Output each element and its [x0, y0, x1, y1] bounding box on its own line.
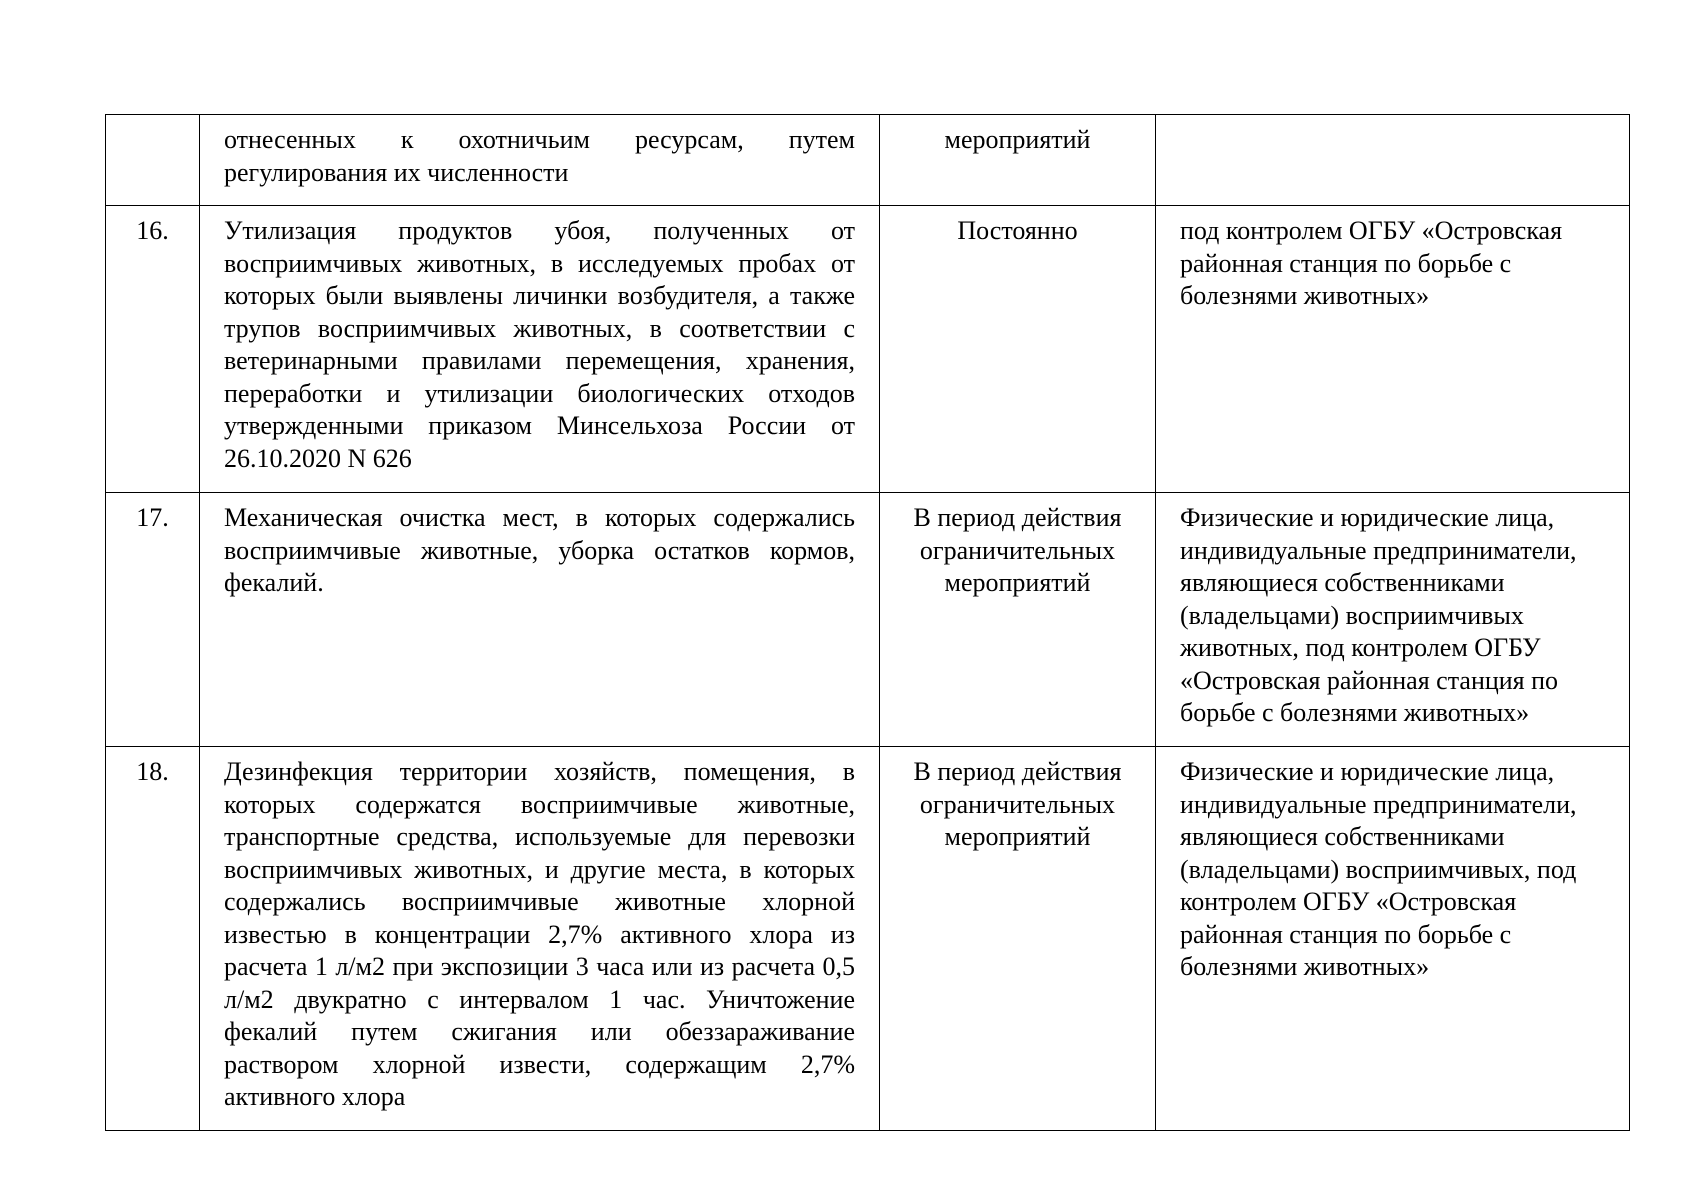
responsible-cell: [1156, 115, 1630, 206]
table-row: [106, 747, 1630, 1131]
activity-cell: отнесенных к охотничьим ресурсам, путем регулирования их численности: [200, 115, 880, 206]
table-row: [106, 206, 1630, 493]
measures-table: [105, 114, 1630, 1131]
row-number: 18.: [106, 747, 200, 1131]
row-number: 16.: [106, 206, 200, 493]
term-cell: В период действия ограничительных мероприятий: [880, 493, 1156, 747]
table-row: [106, 493, 1630, 747]
activity-cell: Утилизация продуктов убоя, полученных от восприимчивых животных, в исследуемых пробах от которых были выявлены личинки возбудителя, а также трупов восприимчивых животных, в соответствии с ветеринарными правилами перемещения, хранения, переработки и утилизации биологических отходов утвержденными приказом Минсельхоза России от 26.10.2020 N 626: [200, 206, 880, 493]
responsible-cell: под контролем ОГБУ «Островская районная станция по борьбе с болезнями животных»: [1156, 206, 1630, 493]
row-number: [106, 115, 200, 206]
responsible-cell: Физические и юридические лица, индивидуальные предприниматели, являющиеся собственниками (владельцами) восприимчивых, под контролем ОГБУ «Островская районная станция по борьбе с болезнями животных»: [1156, 747, 1630, 1131]
term-cell: В период действия ограничительных мероприятий: [880, 747, 1156, 1131]
activity-cell: Механическая очистка мест, в которых содержались восприимчивые животные, уборка остатков кормов, фекалий.: [200, 493, 880, 747]
term-cell: мероприятий: [880, 115, 1156, 206]
term-cell: Постоянно: [880, 206, 1156, 493]
row-number: 17.: [106, 493, 200, 747]
table-row: [106, 115, 1630, 206]
activity-cell: Дезинфекция территории хозяйств, помещения, в которых содержатся восприимчивые животные, транспортные средства, используемые для перевозки восприимчивых животных, и другие места, в которых содержались восприимчивые животные хлорной известью в концентрации 2,7% активного хлора из расчета 1 л/м2 при экспозиции 3 часа или из расчета 0,5 л/м2 двукратно с интервалом 1 час. Уничтожение фекалий путем сжигания или обеззараживание раствором хлорной извести, содержащим 2,7% активного хлора: [200, 747, 880, 1131]
responsible-cell: Физические и юридические лица, индивидуальные предприниматели, являющиеся собственниками (владельцами) восприимчивых животных, под контролем ОГБУ «Островская районная станция по борьбе с болезнями животных»: [1156, 493, 1630, 747]
